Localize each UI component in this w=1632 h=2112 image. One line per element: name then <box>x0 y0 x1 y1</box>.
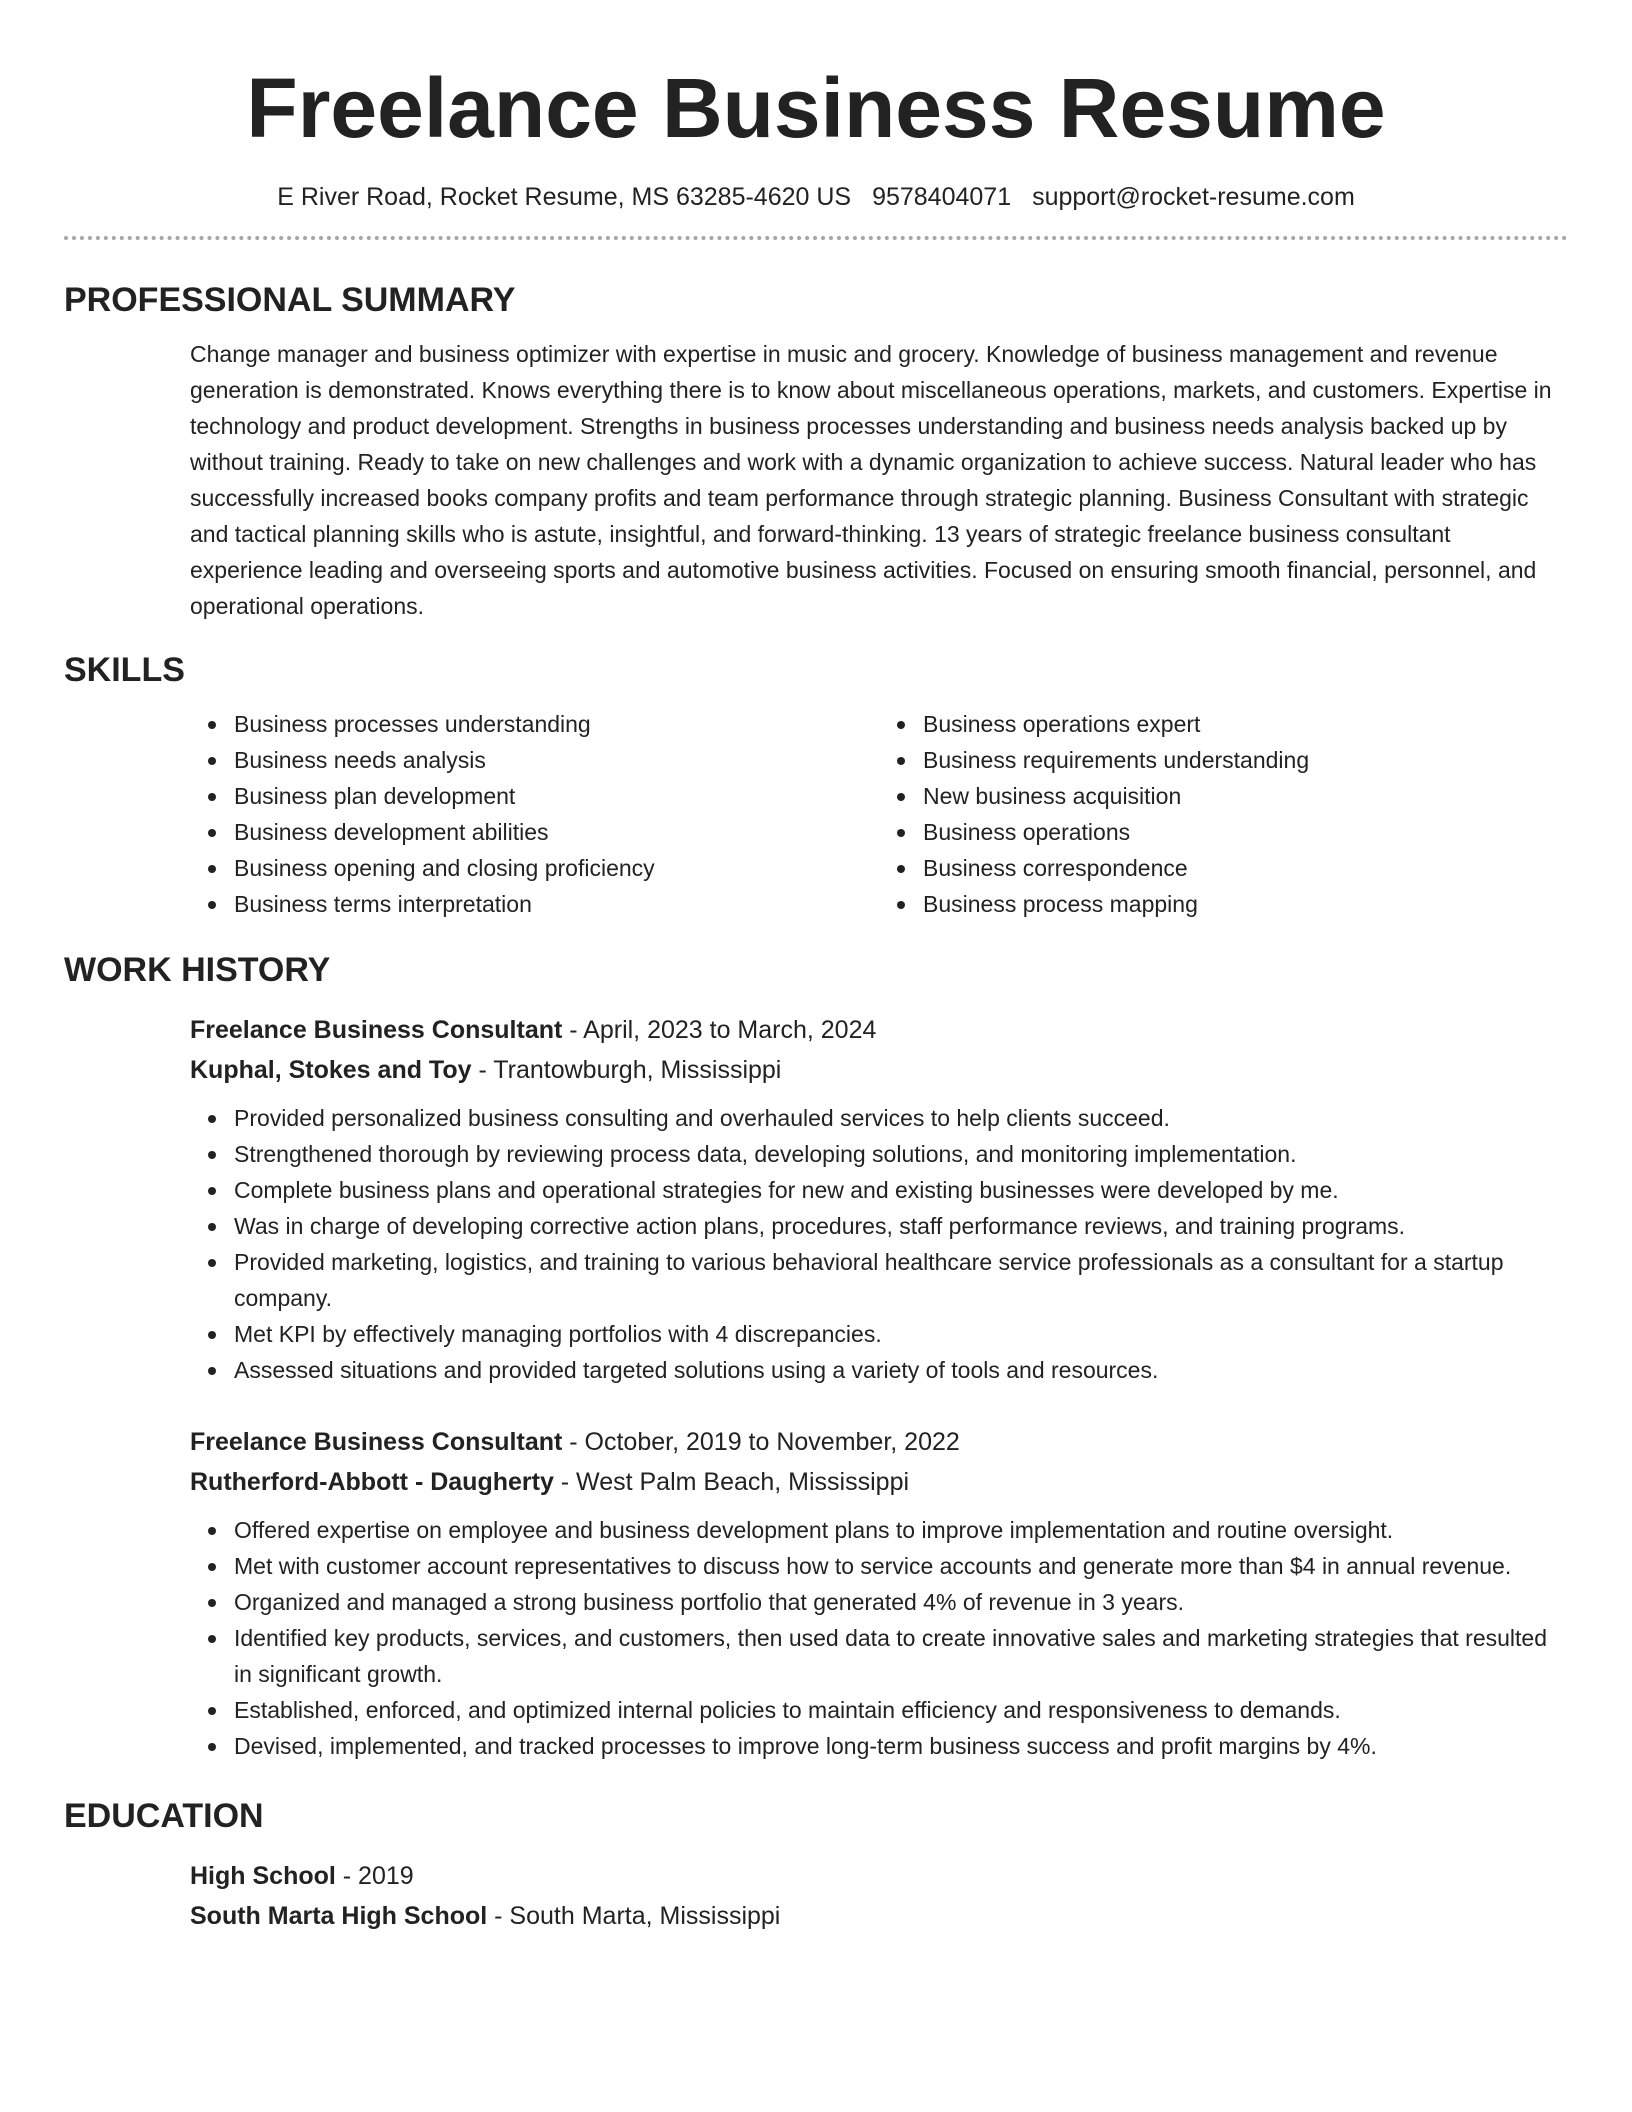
job-bullet: Strengthened thorough by reviewing process data, developing solutions, and monitoring implementation. <box>234 1136 1568 1172</box>
skill-item: Business opening and closing proficiency <box>234 850 879 886</box>
skill-item: Business plan development <box>234 778 879 814</box>
job-role: Freelance Business Consultant <box>190 1428 563 1456</box>
job-bullet: Assessed situations and provided targeted solutions using a variety of tools and resources. <box>234 1352 1568 1388</box>
job-bullets <box>190 1100 1568 1388</box>
job-bullet: Provided personalized business consulting and overhauled services to help clients succeed. <box>234 1100 1568 1136</box>
job-bullet: Complete business plans and operational strategies for new and existing businesses were developed by me. <box>234 1172 1568 1208</box>
education-year: - 2019 <box>335 1862 414 1890</box>
header-divider <box>64 236 1568 240</box>
job-company: Rutherford-Abbott - Daugherty <box>190 1468 554 1496</box>
skill-item: Business correspondence <box>923 850 1568 886</box>
job-role: Freelance Business Consultant <box>190 1016 563 1044</box>
education-degree: High School <box>190 1862 336 1890</box>
job-bullets <box>190 1512 1568 1764</box>
contact-line <box>64 180 1568 214</box>
skill-item: New business acquisition <box>923 778 1568 814</box>
skill-item: Business process mapping <box>923 886 1568 922</box>
job-bullet: Met KPI by effectively managing portfolios with 4 discrepancies. <box>234 1316 1568 1352</box>
job-bullet: Organized and managed a strong business portfolio that generated 4% of revenue in 3 years. <box>234 1584 1568 1620</box>
work-history-heading: WORK HISTORY <box>64 951 331 989</box>
job-dates: - October, 2019 to November, 2022 <box>562 1428 960 1456</box>
summary-text: Change manager and business optimizer with expertise in music and grocery. Knowledge of business management and revenue generation is demonstrated. Knows everything there is to know about miscellaneous operations, markets, and customers. Expertise in technology and product development. Strengths in business processes understanding and business needs analysis backed up by without training. Ready to take on new challenges and work with a dynamic organization to achieve success. Natural leader who has successfully increased books company profits and team performance through strategic planning. Business Consultant with strategic and tactical planning skills who is astute, insightful, and forward-thinking. 13 years of strategic freelance business consultant experience leading and overseeing sports and automotive business activities. Focused on ensuring smooth financial, personnel, and operational operations. <box>190 341 1552 619</box>
job-title-line <box>190 1422 1568 1462</box>
job-bullet: Was in charge of developing corrective action plans, procedures, staff performance reviews, and training programs. <box>234 1208 1568 1244</box>
skill-item: Business development abilities <box>234 814 879 850</box>
job-company-line <box>190 1050 1568 1090</box>
summary-heading: PROFESSIONAL SUMMARY <box>64 281 516 319</box>
education-school-line <box>190 1896 1568 1936</box>
job-entry <box>64 1010 1568 1388</box>
skills-list-left <box>190 706 879 922</box>
skill-item: Business operations expert <box>923 706 1568 742</box>
education-location: - South Marta, Mississippi <box>487 1902 781 1930</box>
skills-columns <box>64 706 1568 922</box>
job-company-line <box>190 1462 1568 1502</box>
skills-list-right <box>879 706 1568 922</box>
resume-page <box>64 0 1568 1936</box>
education-section <box>64 1794 1568 1936</box>
job-company: Kuphal, Stokes and Toy <box>190 1056 472 1084</box>
summary-section <box>64 278 1568 624</box>
contact-phone: 9578404071 <box>872 183 1012 211</box>
contact-email: support@rocket-resume.com <box>1032 183 1355 211</box>
job-bullet: Met with customer account representatives to discuss how to service accounts and generate more than $4 in annual revenue. <box>234 1548 1568 1584</box>
job-bullet: Provided marketing, logistics, and training to various behavioral healthcare service professionals as a consultant for a startup company. <box>234 1244 1568 1316</box>
skill-item: Business needs analysis <box>234 742 879 778</box>
skill-item: Business operations <box>923 814 1568 850</box>
job-dates: - April, 2023 to March, 2024 <box>562 1016 877 1044</box>
skill-item: Business requirements understanding <box>923 742 1568 778</box>
skills-heading: SKILLS <box>64 651 185 689</box>
job-title-line <box>190 1010 1568 1050</box>
job-bullet: Identified key products, services, and customers, then used data to create innovative sales and marketing strategies that resulted in significant growth. <box>234 1620 1568 1692</box>
education-entry <box>64 1856 1568 1936</box>
skill-item: Business processes understanding <box>234 706 879 742</box>
contact-address: E River Road, Rocket Resume, MS 63285-4620 US <box>277 183 852 211</box>
job-location: - West Palm Beach, Mississippi <box>553 1468 910 1496</box>
education-heading: EDUCATION <box>64 1797 264 1835</box>
work-history-section <box>64 948 1568 1764</box>
resume-title: Freelance Business Resume <box>246 61 1386 155</box>
job-location: - Trantowburgh, Mississippi <box>471 1056 782 1084</box>
job-bullet: Established, enforced, and optimized internal policies to maintain efficiency and responsiveness to demands. <box>234 1692 1568 1728</box>
job-bullet: Offered expertise on employee and business development plans to improve implementation and routine oversight. <box>234 1512 1568 1548</box>
skills-section <box>64 648 1568 922</box>
skill-item: Business terms interpretation <box>234 886 879 922</box>
education-degree-line <box>190 1856 1568 1896</box>
job-entry <box>64 1422 1568 1764</box>
education-school: South Marta High School <box>190 1902 488 1930</box>
job-bullet: Devised, implemented, and tracked processes to improve long-term business success and profit margins by 4%. <box>234 1728 1568 1764</box>
